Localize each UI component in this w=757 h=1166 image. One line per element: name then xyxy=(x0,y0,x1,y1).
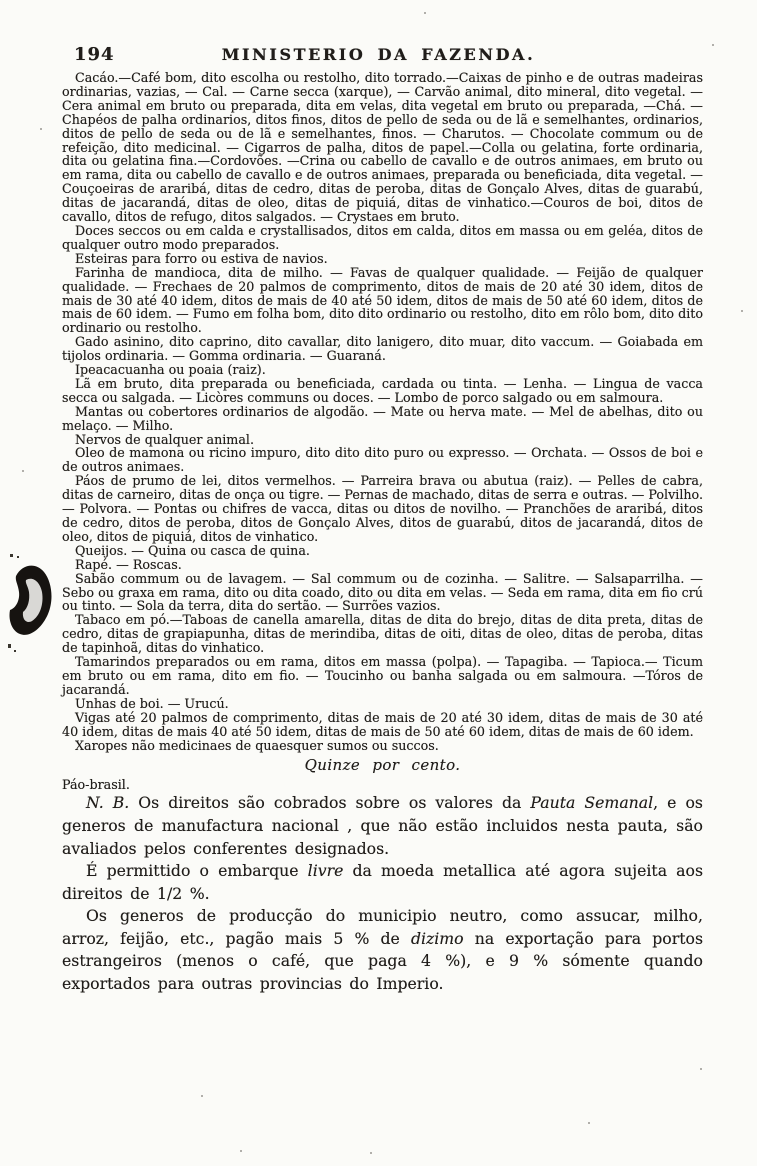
speck xyxy=(588,1122,590,1124)
speck xyxy=(741,310,743,312)
text-segment: Cacáo.—Café bom, dito escolha ou restolho, dito torrado.—Caixas de pinho e de outras madeiras ordinarias, vazias, — Cal. — Carne secca (xarque), — Carvão animal, dito mineral, dito vegetal. — Cera animal em bruto ou preparada, dita em velas, dita vegetal em bruto ou preparada, —Chá. — Chapéos de palha ordinarios, ditos finos, ditos de pello de seda ou de lã e semelhantes, ordinarios, ditos de pello de seda ou de lã e semelhantes, finos. — Charutos. — Chocolate commum ou de refeição, dito medicinal. — Cigarros de palha, ditos de papel.—Colla ou gelatina, forte ordinaria, dita ou gelatina fina.—Cordovões. —Crina ou cabello de cavallo e de outros animaes, em bruto ou em rama, dita ou cabello de cavallo e de outros animaes, preparada ou beneficiada, dita vegetal. — Couçoeiras de araribá, ditas de cedro, ditas de peroba, ditas de Gonçalo Alves, ditas de guarabú, ditas de jacarandá, ditas de oleo, ditas de piquiá, ditas de vinhatico.—Couros de boi, ditos de cavallo, ditos de refugo, ditos salgados. — Crystaes em bruto. xyxy=(62,70,703,225)
paragraph xyxy=(62,739,703,753)
page-title: MINISTERIO DA FAZENDA. xyxy=(221,45,536,64)
paragraph xyxy=(62,558,703,572)
text-segment: Tamarindos preparados ou em rama, ditos em massa (polpa). — Tapagiba. — Tapioca.— Ticum em bruto ou em rama, dito em fio. — Toucinho ou banha salgada ou em salmoura. —Tóros de jacarandá. xyxy=(62,654,703,697)
paragraph xyxy=(62,71,703,224)
text-segment: Esteiras para forro ou estiva de navios. xyxy=(75,250,328,266)
italic-text: Quinze por cento. xyxy=(304,756,461,775)
speck xyxy=(40,128,42,130)
speck xyxy=(424,12,426,14)
italic-text: N. B. xyxy=(86,793,130,813)
ink-blot xyxy=(2,552,56,656)
text-segment: Gado asinino, dito caprino, dito cavallar, dito lanigero, dito muar, dito vaccum. — Goiabada em tijolos ordinaria. — Gomma ordinaria. — Guaraná. xyxy=(62,334,703,364)
italic-text: livre xyxy=(307,861,344,881)
page-header xyxy=(0,42,757,66)
paragraph xyxy=(62,792,703,860)
paragraph xyxy=(62,405,703,433)
text-segment: Mantas ou cobertores ordinarios de algodão. — Mate ou herva mate. — Mel de abelhas, dito ou melaço. — Milho. xyxy=(62,403,703,433)
text-block xyxy=(62,71,703,996)
section-heading xyxy=(62,756,703,775)
paragraph xyxy=(62,572,703,614)
text-segment: Lã em bruto, dita preparada ou beneficiada, cardada ou tinta. — Lenha. — Lingua de vacca secca ou salgada. — Licòres communs ou doces. — Lombo de porco salgado ou em salmoura. xyxy=(62,375,703,405)
text-segment: Os direitos são cobrados sobre os valores da xyxy=(129,793,531,813)
paragraph xyxy=(62,655,703,697)
paragraph xyxy=(62,377,703,405)
text-segment: Unhas de boi. — Urucú. xyxy=(75,695,229,711)
paragraph xyxy=(62,224,703,252)
text-segment: Ipeacacuanha ou poaia (raiz). xyxy=(75,362,266,378)
italic-text: Pauta Semanal xyxy=(530,793,654,813)
text-segment: Sabão commum ou de lavagem. — Sal commum ou de cozinha. — Salitre. — Salsaparrilha. — Sebo ou graxa em rama, dito ou dita coado, dito ou dita em velas. — Seda em rama, dita em fio crú ou tinto. — Sola da terra, dita do sertão. — Surrões vazios. xyxy=(62,570,703,614)
paragraph xyxy=(62,363,703,377)
page-number: 194 xyxy=(74,44,115,65)
speck xyxy=(700,1068,702,1070)
text-segment: Oleo de mamona ou ricino impuro, dito dito dito puro ou expresso. — Orchata. — Ossos de boi e de outros animaes. xyxy=(62,445,703,475)
text-segment: Páos de prumo de lei, ditos vermelhos. — Parreira brava ou abutua (raiz). — Pelles de cabra, ditas de carneiro, ditas de onça ou tigre. — Pernas de machado, ditas de serra e outras. — Polvilho. — Polvora. — Pontas ou chifres de vacca, ditas ou ditos de novilho. — Pranchões de araribá, ditos de cedro, ditos de peroba, ditos de Gonçalo Alves, ditos de guarabú, ditos de jacarandá, ditos de oleo, ditos de piquiá, ditos de vinhatico. xyxy=(62,473,703,544)
paragraph xyxy=(62,711,703,739)
text-segment: Vigas até 20 palmos de comprimento, ditas de mais de 20 até 30 idem, ditas de mais de 30 até 40 idem, ditas de mais 40 até 50 idem, ditas de mais de 50 até 60 idem, ditas de mais de 60 idem. xyxy=(62,709,703,739)
paragraph xyxy=(62,335,703,363)
text-segment: , e os generos de manufactura nacional , que não estão incluidos nesta pauta, são avaliados pelos conferentes designados. xyxy=(62,793,703,858)
speck xyxy=(240,1150,242,1152)
text-segment: Páo-brasil. xyxy=(62,777,130,793)
text-segment: da moeda metallica até agora sujeita aos direitos de 1/2 %. xyxy=(62,861,704,903)
paragraph xyxy=(62,266,703,336)
text-segment: Farinha de mandioca, dita de milho. — Favas de qualquer qualidade. — Feijão de qualquer qualidade. — Frechaes de 20 palmos de comprimento, ditos de mais de 20 até 30 idem, ditos de mais de 30 até 40 idem, ditos de mais de 40 até 50 idem, ditos de mais de 50 até 60 idem, ditos de mais de 60 idem. — Fumo em folha bom, dito dito ordinario ou restolho, dito em rôlo bom, dito dito ordinario ou restolho. xyxy=(62,264,703,336)
text-segment: Nervos de qualquer animal. xyxy=(75,431,254,447)
text-segment: É permittido o embarque xyxy=(86,861,308,881)
text-segment: Queijos. — Quina ou casca de quina. xyxy=(75,542,310,558)
text-segment: na exportação para portos estrangeiros (menos o café, que paga 4 %), e 9 % sómente quando exportados para outras provincias do Imperio. xyxy=(62,928,703,994)
paragraph xyxy=(62,778,703,792)
paragraph xyxy=(62,252,703,266)
speck xyxy=(712,44,714,46)
speck xyxy=(370,1152,372,1154)
paragraph xyxy=(62,433,703,447)
paragraph xyxy=(62,544,703,558)
paragraph xyxy=(62,446,703,474)
italic-text: dizimo xyxy=(410,928,464,948)
speck xyxy=(22,470,24,472)
text-segment: Os generos de producção do municipio neutro, como assucar, milho, arroz, feijão, etc., pagão mais 5 % de xyxy=(62,906,703,948)
paragraph xyxy=(62,613,703,655)
text-segment: Xaropes não medicinaes de quaesquer sumos ou succos. xyxy=(75,737,439,753)
text-segment: Tabaco em pó.—Taboas de canella amarella, ditas de dita do brejo, ditas de dita preta, ditas de cedro, ditas de grapiapunha, ditas de merindiba, ditas de oiti, ditas de oleo, ditas de peroba, ditas de tapinhoã, ditas do vinhatico. xyxy=(62,612,703,656)
text-segment: Rapé. — Roscas. xyxy=(75,556,182,572)
speck xyxy=(201,1095,203,1097)
paragraph xyxy=(62,697,703,711)
paragraph xyxy=(62,905,703,995)
paragraph xyxy=(62,860,703,905)
text-segment: Doces seccos ou em calda e crystallisados, ditos em calda, ditos em massa ou em geléa, ditos de qualquer outro modo preparados. xyxy=(62,222,703,252)
paragraph xyxy=(62,474,703,544)
